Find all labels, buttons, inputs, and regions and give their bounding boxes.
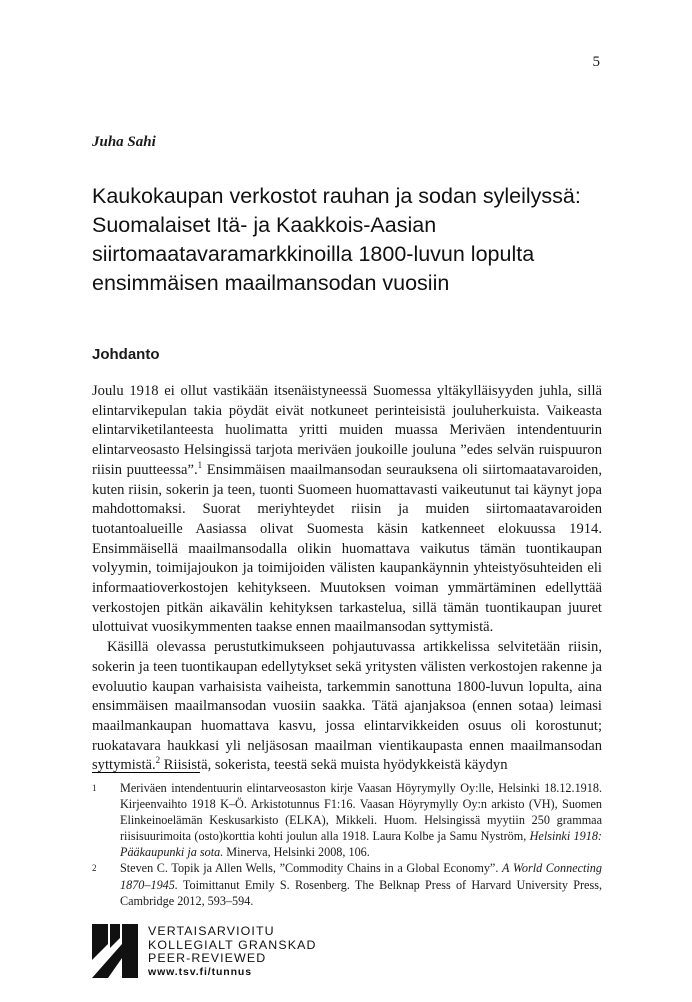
footnote-number: 1 — [92, 783, 97, 793]
article-title: Kaukokaupan verkostot rauhan ja sodan syleilyssä: Suomalaiset Itä- ja Kaakkois-Aasian siirtomaatavaramarkkinoilla 1800-luvun lopulta ensimmäisen maailmansodan vuosiin — [92, 184, 581, 295]
footnote-text: Toimittanut Emily S. Rosenberg. The Belknap Press of Harvard University Press, Cambridge 2012, 593–594. — [120, 877, 602, 908]
footnote-reference-2[interactable]: 2 — [155, 755, 161, 766]
paragraph-2 — [92, 638, 602, 776]
footnote-italic-title: Helsinki 1918: Pääkaupunki ja sota. — [120, 829, 602, 860]
footnote-2 — [92, 860, 602, 908]
footnote-text: Steven C. Topik ja Allen Wells, ”Commodity Chains in a Global Economy”. — [120, 861, 502, 876]
section-heading: Johdanto — [92, 346, 160, 363]
paragraph-1-text-a: Joulu 1918 ei ollut vastikään itsenäistyneessä Suomessa yltäkylläisyyden juhla, sillä elintarvikepulan takia pöydät eivät notkuneet perinteisistä jouluherkuista. Vaikeasta elintarviketilanteesta huolimatta yritti muiden muassa Meriväen intendentuurin elintarveosasto Helsingissä tarjota meriväen joukoille jouluna ”edes selvän ruispuuron riisin puutteessa”. — [92, 383, 602, 478]
author-name: Juha Sahi — [92, 134, 156, 150]
page-number: 5 — [592, 54, 600, 70]
footnote-italic-title: A World Connecting 1870–1945. — [120, 861, 602, 892]
paragraph-2-text-a: Käsillä olevassa perustutkimukseen pohjautuvassa artikkelissa selvitetään riisin, sokerin ja teen tuontikaupan edellytykset sekä yritysten välisten verkostojen rakenne ja evoluutio kaupan varhaisista vaiheista, tarkemmin sanottuna 1800-luvun lopulta, aina ensimmäisen maailmansodan vuosiin saakka. Tätä ajanjaksoa (ennen sotaa) leimasi maailmankaupan huomattava kasvu, jossa elintarvikkeiden osuus oli korostunut; ruokatavara haukkasi yli neljäsosan maailman vientikaupasta ennen maailmansodan syttymistä. — [92, 639, 602, 774]
badge-url-link[interactable]: www.tsv.fi/tunnus — [148, 965, 252, 978]
body-text — [92, 382, 602, 776]
paragraph-1-text-b: Ensimmäisen maailmansodan seurauksena oli siirtomaatavaroiden, kuten riisin, sokerin ja teen, tuonti Suomeen huomattavasti vaikeutunut tai käynyt jopa mahdottomaksi. Suorat meriyhteydet riisin ja muiden siirtomaatavaroiden tuotantoalueille Aasiassa olivat Suomesta käsin katkenneet elokuussa 1914. Ensimmäisellä maailmansodalla olikin huomattava vaikutus tämän tuontikaupan volyymin, toimijajoukon ja toimijoiden välisten kaupankäynnin yhteistyösuhteiden eli informaatioverkostojen kehitykseen. Muutoksen voiman ymmärtäminen edellyttää verkostojen pitkän aikavälin kehityksen tarkastelua, sillä tämän tuontikaupan juuret ulottuivat vuosikymmenten taakse ennen maailmansodan syttymistä. — [92, 461, 602, 636]
paragraph-2-text-b: Riisistä, sokerista, teestä sekä muista hyödykkeistä käydyn — [160, 757, 508, 774]
footnote-text: Minerva, Helsinki 2008, 106. — [223, 845, 370, 860]
badge-text — [148, 925, 317, 979]
footnote-1 — [92, 780, 602, 860]
badge-line-swedish: KOLLEGIALT GRANSKAD — [148, 937, 317, 952]
footnote-divider — [92, 772, 200, 773]
footnote-text: Meriväen intendentuurin elintarveosaston kirje Vaasan Höyrymylly Oy:lle, Helsinki 18.12.1918. Kirjeenvaihto 1918 K–Ö. Arkistotunnus F1:16. Vaasan Höyrymylly Oy:n arkisto (VH), Suomen Elinkeinoelämän Keskusarkisto (ELKA), Mikkeli. Huom. Helsingissä myytiin 250 grammaa riisisuurimoita (osto)korttia kohti joulun alla 1918. Laura Kolbe ja Samu Nyström, — [120, 781, 602, 844]
footnote-reference-1[interactable]: 1 — [197, 459, 203, 470]
peer-review-logo-icon — [92, 924, 138, 978]
peer-review-badge — [92, 924, 317, 979]
footnotes — [92, 780, 602, 909]
badge-line-finnish: VERTAISARVIOITU — [148, 924, 275, 938]
paragraph-1 — [92, 382, 602, 638]
badge-line-english: PEER-REVIEWED — [148, 951, 267, 966]
footnote-number: 2 — [92, 863, 97, 874]
